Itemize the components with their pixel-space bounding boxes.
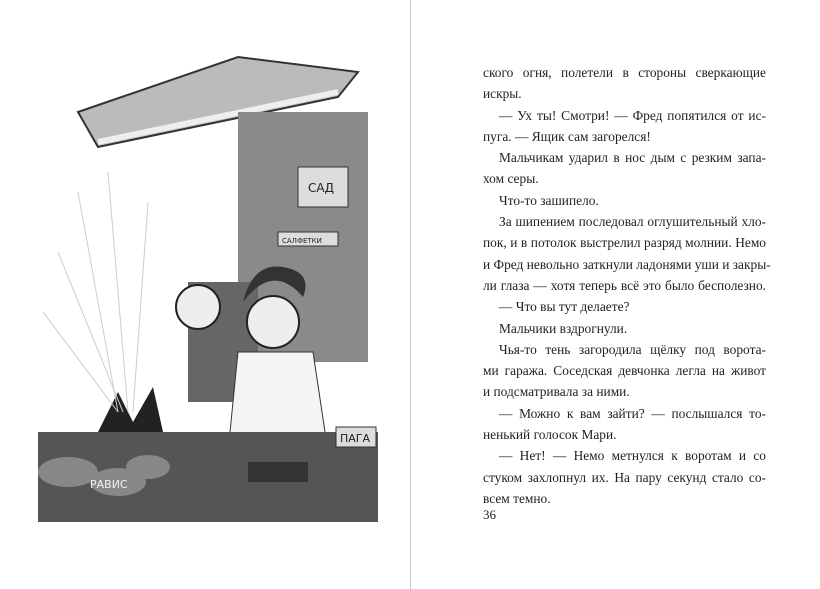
text-line: пуга. — Ящик сам загорелся!	[483, 128, 651, 144]
body-text	[483, 62, 771, 509]
text-line: — Нет! — Немо метнулся к воротам и со	[499, 448, 766, 464]
page-number: 36	[483, 507, 496, 522]
text-line: Мальчики вздрогнули.	[499, 320, 628, 336]
text-line: и Фред невольно заткнули ладонями уши и закры-	[483, 256, 771, 272]
text-line: всем темно.	[483, 490, 551, 506]
text-line: ненький голосок Мари.	[483, 427, 617, 443]
text-line: пок, и в потолок выстрелил разряд молнии. Немо	[483, 235, 766, 251]
text-line: искры.	[483, 86, 522, 102]
text-line: Мальчикам ударил в нос дым с резким запа-	[499, 150, 766, 166]
text-line: ми гаража. Соседская девчонка легла на живот	[483, 363, 766, 379]
can-label-ravis: РАВИС	[90, 478, 128, 491]
text-line: хом серы.	[483, 171, 539, 187]
box-label-napkins: САЛФЕТКИ	[282, 237, 322, 245]
box-label-paga: ПАГА	[340, 432, 371, 445]
text-line: За шипением последовал оглушительный хло-	[499, 214, 766, 230]
illustration-garage-boys	[38, 52, 378, 522]
boy-fred	[176, 285, 220, 329]
text-line: Что-то зашипело.	[499, 192, 599, 208]
box-label-sad: САД	[308, 181, 334, 195]
text-line: — Что вы тут делаете?	[499, 299, 630, 315]
text-line: ского огня, полетели в стороны сверкающие	[483, 65, 766, 80]
text-line: — Можно к вам зайти? — послышался то-	[499, 405, 766, 421]
text-line: Чья-то тень загородила щёлку под ворота-	[499, 341, 766, 357]
boy-nemo	[247, 296, 299, 348]
text-line: — Ух ты! Смотри! — Фред попятился от ис-	[499, 107, 766, 123]
text-line: ли глаза — хотя теперь всё это было бесполезно.	[483, 277, 766, 293]
text-line: стуком захлопнул их. На пару секунд стало со-	[483, 469, 766, 485]
text-line: и подсматривала за ними.	[483, 384, 630, 400]
